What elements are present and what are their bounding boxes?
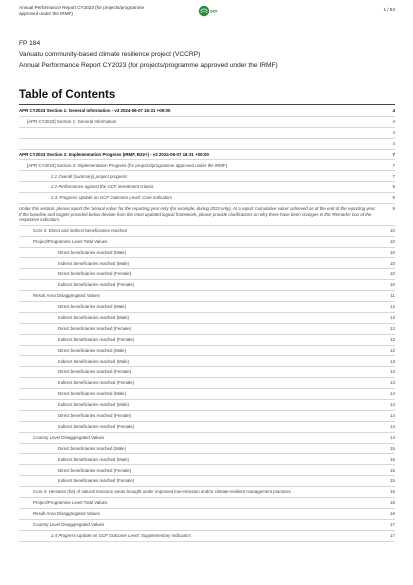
toc-entry-label: Indirect beneficiaries reached (Male) — [58, 315, 130, 321]
toc-entry-label: Indirect beneficiaries reached (Male) — [58, 402, 130, 408]
toc-entry-label: 2.2 Performance against the GCF investment criteria — [51, 184, 154, 190]
toc-entry-label: Indirect beneficiaries reached (Female) — [58, 423, 135, 429]
toc-entry[interactable] — [19, 520, 395, 531]
funding-proposal-code: FP 184 — [19, 40, 41, 47]
toc-entry[interactable] — [19, 411, 395, 422]
toc-entry-page: 12 — [390, 304, 395, 310]
toc-entry[interactable] — [19, 302, 395, 313]
toc-entry[interactable] — [19, 182, 395, 193]
toc-entry-page: 16 — [390, 511, 395, 517]
toc-entry[interactable] — [19, 531, 395, 542]
toc-entry[interactable] — [19, 378, 395, 389]
toc-entry[interactable] — [19, 248, 395, 259]
toc-entry-page: 4 — [392, 129, 395, 135]
toc-entry-page: 14 — [390, 423, 395, 429]
toc-entry-page: 16 — [390, 500, 395, 506]
toc-entry-page: 10 — [390, 238, 395, 244]
toc-entry-page: 7 — [392, 162, 395, 168]
toc-entry-page: 13 — [390, 358, 395, 364]
toc-entry-page: 4 — [392, 108, 395, 114]
toc-divider — [19, 104, 395, 105]
toc-entry-page: 15 — [390, 445, 395, 451]
toc-entry-label: APR CY2023 Section 1: General Information - v3 2024-06-07 16:31 +09:00 — [19, 108, 171, 114]
toc-entry-label: 2.4 Progress Update on GCF Outcome Level: Supplementary Indicators — [51, 532, 191, 538]
toc-entry-page: 10 — [390, 227, 395, 233]
toc-entry-page: 10 — [390, 271, 395, 277]
toc-entry-page: 9 — [392, 206, 395, 212]
toc-entry-page: 10 — [390, 282, 395, 288]
toc-entry[interactable] — [19, 150, 395, 161]
toc-entry[interactable] — [19, 193, 395, 204]
toc-entry-label: 2.3. Progress Update on GCF Outcome Level: Core Indicators — [51, 195, 172, 201]
table-of-contents — [19, 106, 395, 542]
toc-entry-page: 9 — [392, 184, 395, 190]
toc-entry-page: 12 — [390, 336, 395, 342]
toc-entry-label: Direct beneficiaries reached (Male) — [58, 304, 127, 310]
header-report-title: Annual Performance Report CY2023 (for projects/programme approved under the IRMF) — [19, 5, 145, 16]
toc-entry-label: Indirect beneficiaries reached (Female) — [58, 282, 135, 288]
toc-entry-page: 17 — [390, 532, 395, 538]
toc-entry-page: 15 — [390, 467, 395, 473]
toc-entry-label: APR CY2023 Section 2: Implementation Progress (IRMF, B32+) - v3 2024-06-07 16:31 +09:00 — [19, 151, 209, 157]
toc-entry-page: 14 — [390, 402, 395, 408]
toc-entry-label: Direct beneficiaries reached (Male) — [58, 249, 127, 255]
toc-entry[interactable] — [19, 204, 395, 226]
toc-entry-label: [APR CY2023] Section 2: Implementation Progress (for projects/programme approved under the IRMF) — [27, 162, 228, 168]
toc-entry[interactable] — [19, 226, 395, 237]
toc-entry-page: 17 — [390, 521, 395, 527]
toc-entry-label: Country Level Disaggregated Values — [33, 521, 105, 527]
toc-entry-label: Indirect beneficiaries reached (Female) — [58, 336, 135, 342]
toc-entry-page: 14 — [390, 391, 395, 397]
svg-text:GCF: GCF — [210, 9, 218, 14]
toc-entry[interactable] — [19, 237, 395, 248]
toc-entry[interactable] — [19, 476, 395, 487]
toc-entry-page: 7 — [392, 173, 395, 179]
toc-entry-page: 9 — [392, 195, 395, 201]
report-name: Annual Performance Report CY2023 (for projects/programme approved under the IRMF) — [19, 62, 278, 69]
toc-entry[interactable] — [19, 335, 395, 346]
project-name: Vanuatu community-based climate resilience project (VCCRP) — [19, 51, 201, 58]
toc-entry-label: Indirect beneficiaries reached (Male) — [58, 456, 130, 462]
toc-entry[interactable] — [19, 509, 395, 520]
toc-entry-page: 10 — [390, 260, 395, 266]
toc-entry-label: Direct beneficiaries reached (Female) — [58, 413, 132, 419]
toc-entry-label: Direct beneficiaries reached (Female) — [58, 271, 132, 277]
toc-entry[interactable] — [19, 171, 395, 182]
toc-entry[interactable] — [19, 487, 395, 498]
toc-entry-page: 12 — [390, 325, 395, 331]
page-header — [0, 0, 413, 26]
toc-entry-page: 4 — [392, 119, 395, 125]
toc-entry[interactable] — [19, 117, 395, 128]
toc-entry-page: 13 — [390, 369, 395, 375]
toc-entry-label: Core 4: Hectares (ha) of natural resource areas brought under improved low-emission and/or climate-resilient management practices — [33, 489, 291, 495]
toc-entry[interactable] — [19, 433, 395, 444]
toc-entry[interactable] — [19, 498, 395, 509]
toc-entry-label: Under this section, please report the 'annual value' for the reporting year only (for example, during 2023 only). At a report 'cumulative value' achieved as of the end of the reporting year. If the baseline and targets provided below deviate from the most updated logical framework, please provide clarifications on why there have been changes in the 'Remarks' box of the respective indicators. — [19, 206, 376, 223]
toc-entry[interactable] — [19, 367, 395, 378]
toc-entry[interactable] — [19, 280, 395, 291]
toc-entry-label: Indirect beneficiaries reached (Female) — [58, 478, 135, 484]
toc-entry[interactable] — [19, 422, 395, 433]
toc-entry-label: Direct beneficiaries reached (Male) — [58, 347, 127, 353]
toc-entry-page: 13 — [390, 380, 395, 386]
toc-entry-page: 12 — [390, 347, 395, 353]
toc-entry-label: Direct beneficiaries reached (Male) — [58, 391, 127, 397]
toc-entry-label: Project/Programme Level Total Values — [33, 238, 108, 244]
toc-entry-page: 14 — [390, 413, 395, 419]
toc-entry[interactable] — [19, 106, 395, 117]
toc-entry-page: 16 — [390, 489, 395, 495]
toc-entry[interactable] — [19, 465, 395, 476]
toc-entry[interactable] — [19, 324, 395, 335]
toc-entry-label: Direct beneficiaries reached (Female) — [58, 467, 132, 473]
gcf-logo-icon — [198, 4, 216, 18]
toc-entry[interactable] — [19, 139, 395, 150]
toc-entry-page: 14 — [390, 434, 395, 440]
toc-entry-label: Country Level Disaggregated Values — [33, 434, 105, 440]
toc-entry-page: 4 — [392, 140, 395, 146]
toc-entry[interactable] — [19, 346, 395, 357]
toc-entry-label: Indirect beneficiaries reached (Female) — [58, 380, 135, 386]
toc-entry-page: 11 — [390, 293, 395, 299]
toc-entry[interactable] — [19, 400, 395, 411]
toc-entry-label: 2.1 Overall (summary) project progress — [51, 173, 128, 179]
document-titles — [19, 38, 399, 71]
toc-entry-page: 15 — [390, 456, 395, 462]
toc-entry-label: Result Area Disaggregated Values — [33, 511, 100, 517]
toc-entry-label: Project/Programme Level Total Values — [33, 500, 108, 506]
toc-entry-label: Result Area Disaggregated Values — [33, 293, 100, 299]
toc-entry[interactable] — [19, 258, 395, 269]
toc-entry-label: Direct beneficiaries reached (Male) — [58, 445, 127, 451]
toc-entry-page: 10 — [390, 249, 395, 255]
toc-entry[interactable] — [19, 454, 395, 465]
toc-entry-label: Indirect beneficiaries reached (Male) — [58, 358, 130, 364]
toc-entry[interactable] — [19, 389, 395, 400]
toc-entry[interactable] — [19, 444, 395, 455]
toc-entry[interactable] — [19, 160, 395, 171]
toc-entry-page: 12 — [390, 315, 395, 321]
toc-entry[interactable] — [19, 269, 395, 280]
toc-entry-label: Direct beneficiaries reached (Female) — [58, 369, 132, 375]
toc-entry-page: 15 — [390, 478, 395, 484]
toc-entry-label: Direct beneficiaries reached (Female) — [58, 325, 132, 331]
toc-entry-page: 7 — [392, 151, 395, 157]
page-indicator: 1 / 84 — [383, 7, 395, 12]
toc-entry[interactable] — [19, 128, 395, 139]
toc-entry[interactable] — [19, 291, 395, 302]
toc-heading: Table of Contents — [19, 89, 116, 101]
toc-entry[interactable] — [19, 313, 395, 324]
toc-entry-label: Indirect beneficiaries reached (Male) — [58, 260, 130, 266]
toc-entry-label: [APR CY2023] Section 1: General Information — [27, 119, 117, 125]
toc-entry-label: Core 2: Direct and indirect beneficiaries reached — [33, 227, 127, 233]
toc-entry[interactable] — [19, 356, 395, 367]
